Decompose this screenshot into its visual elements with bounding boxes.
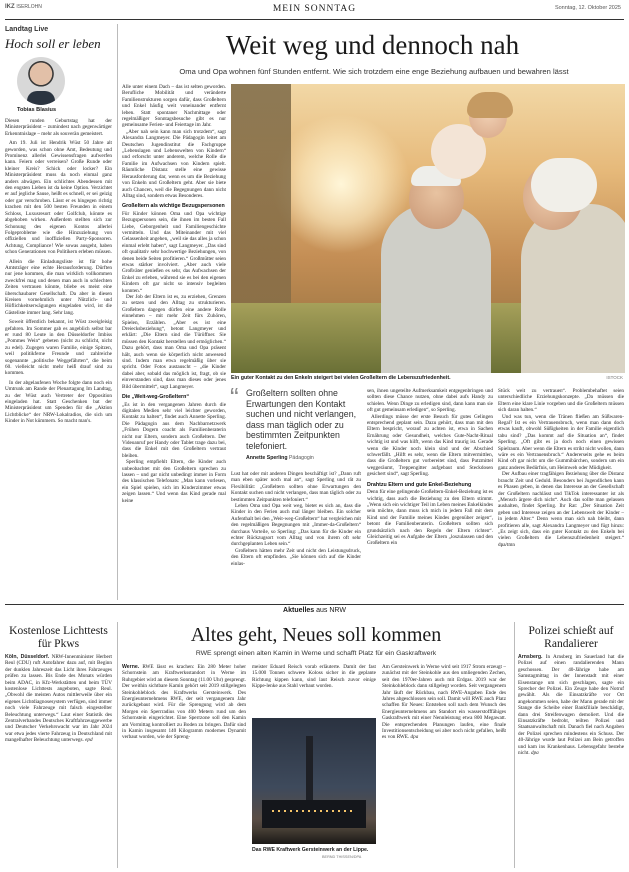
story-text: NRW-Innenminister Herbert Reul (CDU) ruft Autofahrer dazu auf, mit Beginn der dunklen Jahreszeit das Licht ihres Fahrzeuges prüfen zu lassen. Bis Ende des Monats würden beim ADAC, in Kfz-Werkstätten und beim TÜV kostenlose Lichttests angeboten, sagte Reul. „Obwohl die meisten Autos mittlerweile über ein eigenes Lichtdiagnosesystem verfügen, sind immer noch viele Fahrzeuge mit falsch eingestellter Beleuchtung unterwegs.“ Laut einer Statistik des Zentralverbandes Deutsches Kraftfahrzeuggewerbe und Deutscher Verkehrswacht war im Jahr 2024 war etwa jedes vierte Fahrzeug in Deutschland mit mangelhafter Beleuchtung unterwegs. [5, 654, 112, 744]
story-text: meister Eduard Reisch vorab erläuterte. Damit der fast 15.000 Tonnen schwere Koloss sicher in die geplante Richtung kippen kann, sind laut Reisch zuvor einige Kippe-lenke aus Stahl verbaut worden. [252, 664, 376, 690]
water [252, 828, 376, 844]
paragraph: Stück weit zu vertrauen“. Problembehaftet seien unterschiedliche Erziehungskonzepte. „Da müssen die Eltern eine klare Linie vorgeben und die Großeltern müssen sich daran halten.“ [498, 388, 624, 414]
paragraph: Und was tun, wenn die Tränen fließen am Süßwaren-Regal? Ist es ein Vertrauensbruch, wenn man dann doch etwas kauft, obwohl Süßigkeiten in der Familie eigentlich tabu sind? „Das kommt auf die Situation an“, findet Sperling. „Oft gibt es ja doch noch einen gewissen Spielraum. Aber wenn die Eltern es strikt nicht wollen, dann wäre es ein Vertrauensbruch.“ Andererseits gehe es beim Kind oft gar nicht um die Gummibärchen, sondern um ein ganz anderes Bedürfnis, um Heimweh oder Müdigkeit. [498, 413, 624, 471]
center-subheadline: RWE sprengt einen alten Kamin in Werne und schafft Platz für ein Gaskraftwerk [195, 650, 437, 657]
commentary-author: Tobias Blasius [17, 107, 57, 113]
left-story-headline: Kostenlose Lichttests für Pkws [9, 625, 108, 650]
agency: dpa [410, 734, 419, 741]
main-column-5 [498, 388, 624, 548]
paragraph: Sperling empfiehlt Eltern, die Kinder auch unbeobachtet mit den Großeltern sprechen zu lassen – und gar nicht unbedingt immer in Form des klassischen Telefonats: „Man kann vorlesen, ein Spiel spielen, sich im Kinderzimmer etwas zeigen lassen.“ Und wenn das Kind gerade mal keine [122, 459, 226, 504]
right-story [518, 625, 624, 757]
paragraph: Allerdings müsse der erste Besuch für gutes Gelingen entsprechend geplant sein. Dazu gehört, dass man mit den Eltern bespricht, worauf zu achten ist, etwa in Sachen Ernährung oder Gesundheit, welches Gute-Nacht-Ritual wichtig ist und was hilft, wenn das Kind traurig ist. Gerade wenn die Kinder noch klein sind und der Abschied schwerfällt. „Hilft es sehr, wenn die Eltern mitvermittlen, dass die Großeltern gut vorbereitet sind, dass Putzmittel weggeräumt, Treppengitter aufgebaut und Steckdosen gesichert sind“, sagt Sperling. [367, 413, 493, 478]
plant-building [262, 800, 366, 828]
main-column-3 [231, 471, 361, 567]
paragraph: Großeltern hätten mehr Zeit und nicht den Leistungsdruck, den Eltern oft empfinden. „Sie können sich auf die Kinder einlas- [231, 547, 361, 567]
section-title: MEIN SONNTAG [272, 4, 357, 14]
center-photo-caption: Das RWE Kraftwerk Gersteinwerk an der Lippe. [252, 847, 369, 853]
grandmother-figure [521, 204, 625, 373]
masthead-logo: IKZ ISERLOHN [5, 4, 42, 10]
quote-attribution: Annette Sperling Pädagogin [246, 455, 314, 461]
left-story [5, 625, 112, 744]
child-hair [467, 92, 513, 118]
subheading: Drahtzu Eltern und gute Enkel-Beziehung [367, 481, 472, 488]
paragraph: Lust hat oder mit anderen Dingen beschäftigt ist? „Dann ruft man eben später noch mal an“, sagt Sperling und rät zu Flexibilität: „Großeltern sollten ohne Erwartungen den Kontakt suchen und nicht verlangen, dass man täglich oder zu bestimmten Zeitpunkten telefoniert.“ [231, 471, 361, 503]
subheading: Die „Weit-weg-Großeltern“ [122, 394, 190, 401]
commentary-kicker: Landtag Live [5, 26, 49, 33]
paragraph: Am 19. Juli ist Hendrik Wüst 50 Jahre alt geworden, was schon ohne Amt, Bedeutung und Prominenz allerlei Gewissensfragen aufwerfen kann. Feiern oder verreisen? Große Runde oder kleiner Kreis? Schick oder locker? Ein Ministerpräsident muss da noch einmal ganz anders abwägen. Ein schlichtes Abendessen mit den engsten Lieben ist da keine Option. Verzichtet er auf jegliche Sause, heißt es schnell, er sei geizig oder gar verschroben. Lässt er es hingegen richtig krachen mit den 500 besten Freunden in einem Schloss, Luxusresort oder Golfclub, könnte es abgehoben wirken. Außerdem stellten sich zur Schonung des eigenen Kontos allerlei Folgeprobleme wie die Hinzuziehung von offiziellen und inoffiziellen Party-Sponsoren. Achtung, Compliance! Wie sowas ausgeht, haben schon Generationen von Politikern erleben müssen. [5, 140, 112, 256]
dateline: Arnsberg. [518, 654, 543, 660]
center-column-1 [122, 664, 246, 741]
commentary-body [5, 118, 112, 425]
center-column-2 [252, 664, 376, 690]
subheading: Großeltern als wichtige Bezugspersonen [122, 203, 225, 210]
photo-credit: ISTOCK [606, 375, 623, 380]
power-plant-photo [252, 718, 376, 844]
aktuelles-label: Aktuelles aus NRW [283, 607, 346, 614]
left-story-body [5, 654, 112, 744]
commentary [5, 26, 112, 425]
paragraph: In der abgelaufenen Woche folgte dann noch ein Umtrunk am Rande der Plenartagung Im Landtag, zu der Wüst auch Vertreter der Opposition eingeladen hat. Statt Geschenken bat der Ministerpräsident um Spenden für die „Aktion Lichtblicke“ der NRW-Lokalradios, die sich um Kinder in Not kümmern. So macht man's. [5, 379, 112, 425]
paragraph: Der Aufbau einer tragfähigen Beziehung über die Distanz braucht Zeit und Geduld. Besonders bei Jugendlichen kann es Phasen geben, in denen das Interesse an der Gesellschaft der Großeltern nachlässt und TikTok interessanter ist als „Mensch ärgere dich nicht“. Auch das sollte man gelassen aushalten, findet Sperling. Ihr Rat: „Der Situation Zeit geben und Interesse zeigen an der Lebenswelt der Kinder – in jedem Alter.“ Denn wenn man sich nah bleibt, dann profitieren alle, sagt Alexandra Langmeyer und fügt hinzu: „Es zeigt sich, dass ein guter Kontakt zu den Enkeln bei vielen Großeltern die Lebenszufriedenheit steigert.“ dpa/tmn [498, 471, 624, 548]
paragraph: Leben Oma und Opa weit weg, bietet es sich an, dass die Kinder in den Ferien auch mal länger bleiben. Ein solcher Aufenthalt bei den „Weit-weg-Großeltern“ hat vergleichen mit den regelmäßigen Begegnungen mit „Immer-da-Großeltern“ durchaus Vorteile, so Sperling: „Das kann für die Kinder ein echter Rückzugsort vom Alltag und von ihrem oft sehr durchgeplanten Leben sein.“ [231, 503, 361, 548]
right-story-body [518, 654, 624, 757]
grandmother-hair [531, 158, 597, 212]
pull-quote [230, 382, 362, 461]
story-text: Am Gersteinwerk in Werne wird seit 1917 Strom erzeugt – zunächst mit der Steinkohle aus den umliegenden Zechen, seit den 1970er-Jahren auch mit Erdgas. 2019 war der Steinkohleblock dann stillgelegt worden. Seit vergangenem Jahr läuft der Rückbau, nach RWE-Angaben Ende des Jahres abgeschlossen sein soll. Damit will RWE auch Platz schaffen für Neues: Entstehen soll nach dem Wunsch des Energieunternehmens am Standort ein wasserstofffähiges Gaskraftwerk mit einer Nennleistung etwa 800 Megawatt. Die entsprechenden Planungen laufen, eine finale Investitionsentscheidung sei aber noch nicht gefallen, heißt es von RWE. [382, 664, 506, 741]
right-story-headline: Polizei schießt auf Randalierer [528, 625, 614, 650]
commentary-title: Hoch soll er leben [5, 36, 101, 51]
main-headline: Weit weg und dennoch nah [225, 30, 520, 60]
center-photo-credit: BERND THISSEN/DPA [322, 855, 362, 859]
agency: epd [85, 737, 93, 744]
main-photo [231, 84, 625, 373]
paragraph: Denn für eine gelingende Großeltern-Enkel-Beziehung ist es wichtig, dass auch die Beziehung zu den Eltern stimmt. „Wenn sich ein wichtiger Teil im Leben meines Enkelkindes sein möchte, dann muss ich mich in jedem Fall mit dem Kind und der Familie meines Kindes gegenüber zeigen“, betont die Familienberaterin. Großeltern sollten sich grundsätzlich nach den Regeln der Eltern richten“. Gleichzeitig sei es Aufgabe der Eltern „loszulassen und den Großeltern ein [367, 489, 493, 547]
center-column-3 [382, 664, 506, 741]
paragraph: Für Kinder können Oma und Opa wichtige Bezugspersonen sein, die ihnen im besten Fall Liebe, Geborgenheit und Familiengeschichte vermitteln. Und das Miteinander mit viel Gelassenheit angehen, „weil sie das alles ja schon einmal erlebt haben“, sagt Langmeyer. „Das sind oft qualitativ sehr hochwertige Beziehungen, von denen beide Seiten profitieren.“ Großmütter seien etwas stärker involviert. „Aber auch viele Großväter genießen es sehr, das Aufwachsen der Enkel zu erleben, während sie es bei den eigenen Kindern oft gar nicht so intensiv begleiten konnten.“ [122, 210, 226, 294]
grandfather-figure [381, 204, 491, 373]
agency: dpa [530, 750, 539, 757]
dateline: Köln, Düsseldorf. [5, 654, 50, 660]
plant-lights [272, 810, 352, 812]
main-column-1 [122, 84, 226, 504]
story-text: In Arnsberg im Sauerland hat die Polizei auf einen randalierenden Mann geschossen. Der 40-Jährige habe am Samstagmittag in der Innenstadt mit einer Eisenstange um sich geschlagen, sagte ein Sprecher der Polizei. Ein Zeuge habe den Notruf gewählt. Als die Einsatzkräfte vor Ort angekommen seien, habe der Mann gerade mit der Stange die Scheibe einer Bankfiliale beschädigt, dann drei Streifenwagen demoliert. Und die Einsatzkräfte bedroht, teilten Polizei und Staatsanwaltschaft mit. Danach fiel nach Angaben der Polizei sprechen mindestens ein Schuss. Der 40-Jährige wurde laut Polizei am Bein getroffen und kam ins Krankenhaus. Lebensgefahr bestehe nicht. [518, 654, 625, 757]
dateline: Werne. [122, 664, 140, 670]
author-photo [17, 57, 65, 105]
center-headline: Altes geht, Neues soll kommen [190, 624, 442, 646]
paragraph: Soweit öffentlich bekannt, ist Wüst zweigleisig gefahren. Im Sommer gab es angeblich selbst bar er rund 80 Leute in den Düsseldorfer Imbiss „Pommes Wein“ gebeten (nicht zu schlicht, nicht zu edel). Zugegen waren Familie, einige Spitzen, weil politikferne Freunde und zahlreiche sogenannte „politische Weggefährten“, die beim 60. vielleicht nicht mehr heiß drauf sind zu kommen. [5, 319, 112, 377]
paragraph: sen, ihnen ungeteilte Aufmerksamkeit entgegenbringen und sollten diese Chance nutzen, ohne dabei aufs Handy zu schielen. Wenn Dinge zu erledigen sind, dann kann man sie oft gut gemeinsam erledigen“, so Sperling. [367, 388, 493, 414]
avatar [27, 91, 55, 105]
paragraph: „Es ist in den vergangenen Jahren durch die digitalen Medien sehr viel leichter geworden, Kontakt zu halten“, findet auch Annette Sperling. Die Pädagogin aus dem Nachbarnetzwerk „Frühen Dogern coacht als Familienberaterin nicht nur Eltern, sondern auch Großeltern. Der Videoanruf per Handy oder Tablet trage dazu bei, dass die Enkel mit den Großeltern vertraut bleiben. [122, 401, 226, 459]
main-subheadline: Oma und Opa wohnen fünf Stunden entfernt. Wie sich trotzdem eine enge Beziehung aufbauen und bewahren lässt [179, 67, 569, 76]
issue-date: Sonntag, 12. Oktober 2025 [554, 5, 621, 11]
paragraph: Diesen runden Geburtstag hat der Ministerpräsident – zumindest nach gegenwärtiger Erkenntnislage – mehr als souverän gemeistert. [5, 118, 112, 137]
photo-caption: Ein guter Kontakt zu den Enkeln steigert bei vielen Großeltern die Lebenszufriedenheit. [231, 375, 451, 381]
paragraph: Der Job der Eltern ist es, zu erziehen, Grenzen zu setzen und den Alltag zu strukturieren. Großeltern dagegen dürfen eine andere Rolle einnehmen – mit mehr Zeit fürs Zuhören, Spielen, Erzählen. „Aber es ist eine Dreiecksbeziehung“, betont Langmeyer und erklärt: „Die Eltern sind die Türöffner. Sie müssen den Kontakt herstellen und ermöglichen.“ Dazu gehört, dass man Oma und Opa präsent hält, auch wenn sie körperlich nicht anwesend sind. Indem man etwa regelmäßig über sie spricht. Oder Fotos austauscht – „die Kinder dabei aber, sobald das möglich ist, fragt, ob sie einverstanden sind, dass man dieses oder jenes Bild übermittelt“, sagt Langmeyer. [122, 294, 226, 390]
paragraph: Alle unter einem Dach – das ist selten geworden. Berufliche Mobilität und veränderte Familienstrukturen sorgen dafür, dass Großeltern und Enkel häufig weit voneinander entfernt leben. Statt spontaner Nachmittage oder regelmäßiger Sonntagsbesuche gibt es nur gemeinsame Ferien- und Feiertage im Jahr. [122, 84, 226, 129]
main-column-4 [367, 388, 493, 547]
paragraph: „Aber nah sein kann man sich trotzdem“, sagt Alexandra Langmeyer. Die Pädagogin leitet am Deutschen Jugendinstitut die Fachgruppe „Lebenslagen und Lebenswelten von Kindern“ und erforscht unter anderem, welche Rolle die Familie im Aufwachsen von Kindern spielt. Räumliche Distanz stelle eine gewisse Herausforderung dar, wenn es um die Beziehung von Enkeln und Großeltern geht. Aber sie biete auch Chancen, weil die Begegnungen dann nicht Alltag sind, sondern etwas Besonderes. [122, 128, 226, 199]
quote-mark-icon: “ [230, 382, 239, 412]
quote-text: Großeltern sollten ohne Erwartungen den Kontakt suchen und nicht verlangen, dass man täglich oder zu bestimmten Zeitpunkten telefoniert. [246, 388, 357, 451]
story-text: RWE lässt es krachen: Ein 280 Meter hoher Schornstein am Kraftwerksstandort in Werne im Ruhrgebiet wird an diesem Sonntag (11.00 Uhr) gesprengt. Der weithin sichtbare Kamin gehört seit 2019 stillgelegten Steinkohleblock des Kraftwerks Gersteinwerk. Des Energieunternehmens RWE, der seit vergangenem Jahr zurückgebaut wird. Für die Sprengung wird ab dem Morgen ein Sperrradius von 400 Metern rund um den Schornstein eingerichtet. Eine Sperrzone soll den Kamin am Vormittag kontrolliert zu Boden zu bringen. Dafür sind in Kamin insgesamt 140 Kilogramm modernes Dynamit verbaut worden, wie der Spreng- [122, 664, 246, 741]
paragraph: Allein die Einladungsliste ist für hohe Amtsträger eine echte Herausforderung. Dürften nur jene kommen, die man wirklich vollkommen zweckfrei mag und denen man auch in schlechten Zeiten vertrauen könnte, bliebe es meist eine überschaubarer Gesellschaft. Da aber in diesen Kreisen vornehmlich unter Nützlich- und Höflichkeitserwägungen eingeladen wird, ist die Gästeliste immer lang. Sehr lang. [5, 258, 112, 316]
